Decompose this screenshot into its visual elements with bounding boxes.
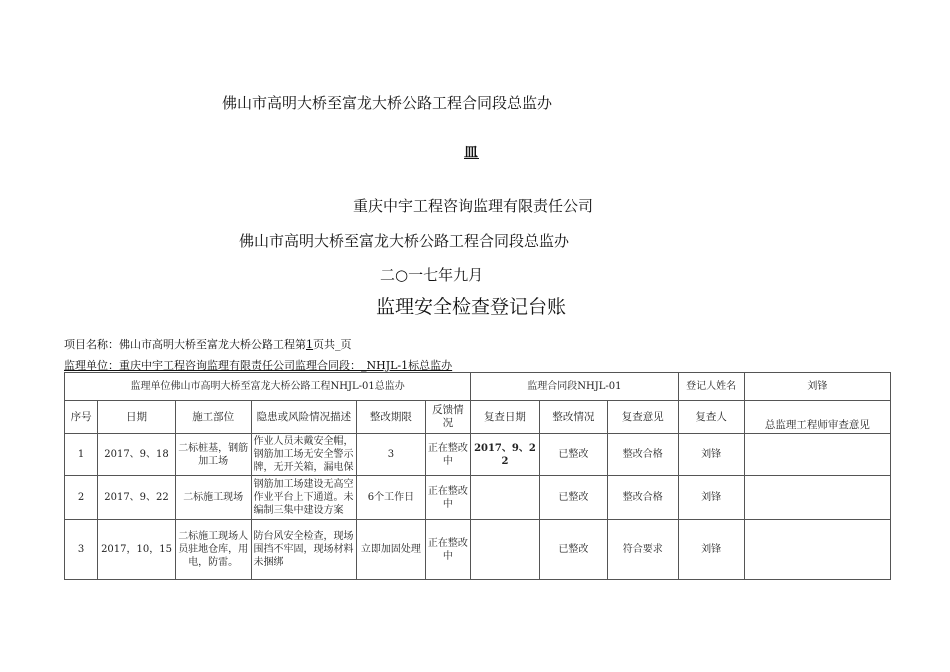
row-recheck-date [471,520,539,580]
ledger-header-row [65,373,891,401]
col-checker: 复查人 [678,401,744,434]
row-feedback: 正在整改中 [425,434,471,476]
page-number: 1 [306,338,313,351]
column-header-row [65,401,891,434]
row-deadline: 3 [357,434,425,476]
row-opinion: 整改合格 [608,434,678,476]
row-checker: 刘锋 [678,476,744,520]
row-hazard: 作业人员未戴安全帽，钢筋加工场无安全警示牌，无开关箱，漏电保 [251,434,357,476]
project-name-line [64,336,352,352]
supervision-unit-line [64,357,452,373]
row-location: 二标桩基，钢筋加工场 [175,434,251,476]
row-chief-opinion [744,520,890,580]
row-checker: 刘锋 [678,434,744,476]
row-location: 二标施工现场人员驻地仓库，用电，防雷。 [175,520,251,580]
row-location: 二标施工现场 [175,476,251,520]
row-hazard: 钢筋加工场建设无高空作业平台上下通道。未编制三集中建设方案 [251,476,357,520]
project-name-label: 项目名称：佛山市高明大桥至富龙大桥公路工程第 [64,338,306,351]
col-chief-opinion: 总监理工程师审查意见 [744,401,890,434]
col-seq: 序号 [65,401,98,434]
cover-mark: 皿 [464,145,479,161]
row-status: 已整改 [539,520,607,580]
page-suffix: 页共_页 [313,338,352,351]
contract-section: _NHJL-1标总监办 [361,359,453,372]
row-date: 2017、9、18 [98,434,176,476]
row-seq: 2 [65,476,98,520]
row-chief-opinion [744,476,890,520]
row-deadline: 6个工作日 [357,476,425,520]
col-date: 日期 [98,401,176,434]
safety-inspection-ledger [64,372,891,580]
row-deadline: 立即加固处理 [357,520,425,580]
row-opinion: 符合要求 [608,520,678,580]
cover-org-line-repeat: 佛山市高明大桥至富龙大桥公路工程合同段总监办 [239,232,570,250]
supervision-unit-label: 监理单位：重庆中宇工程咨询监理有限责任公司监理合同段： [64,359,361,372]
document-title: 监理安全检查登记台账 [376,296,567,318]
row-recheck-date [471,476,539,520]
row-status: 已整改 [539,434,607,476]
row-date: 2017、9、22 [98,476,176,520]
row-feedback: 正在整改中 [425,476,471,520]
col-opinion: 复查意见 [608,401,678,434]
cover-org-line: 佛山市高明大桥至富龙大桥公路工程合同段总监办 [222,94,553,112]
unit-cell: 监理单位佛山市高明大桥至富龙大桥公路工程NHJL-01总监办 [65,373,471,401]
table-row [65,520,891,580]
row-hazard: 防台风安全检查，现场围挡不牢固，现场材料未捆绑 [251,520,357,580]
row-chief-opinion [744,434,890,476]
row-checker: 刘锋 [678,520,744,580]
col-location: 施工部位 [175,401,251,434]
row-opinion: 整改合格 [608,476,678,520]
row-seq: 1 [65,434,98,476]
row-feedback: 正在整改中 [425,520,471,580]
col-status: 整改情况 [539,401,607,434]
col-deadline: 整改期限 [357,401,425,434]
table-row [65,476,891,520]
registrar-label: 登记人姓名 [678,373,744,401]
row-recheck-date: 2017、9、22 [471,434,539,476]
contract-cell: 监理合同段NHJL-01 [471,373,678,401]
col-feedback: 反馈情况 [425,401,471,434]
registrar-name: 刘锋 [744,373,890,401]
row-date: 2017，10，15 [98,520,176,580]
cover-company-line: 重庆中宇工程咨询监理有限责任公司 [353,197,594,215]
row-seq: 3 [65,520,98,580]
row-status: 已整改 [539,476,607,520]
col-hazard: 隐患或风险情况描述 [251,401,357,434]
col-recheck-date: 复查日期 [471,401,539,434]
cover-date: 二○一七年九月 [380,266,484,284]
table-row [65,434,891,476]
